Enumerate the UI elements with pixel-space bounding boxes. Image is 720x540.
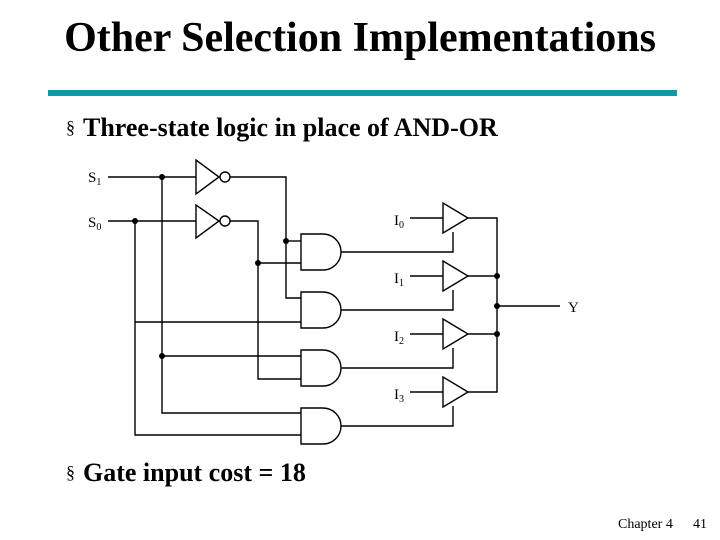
label-i2: $I_2$: [394, 329, 404, 347]
label-s1: $S_1$: [88, 170, 102, 188]
label-i1: $I_1$: [394, 271, 404, 289]
inverter-s1-bubble: [220, 172, 230, 182]
label-s0: $S_0$: [88, 215, 102, 233]
and-gate-0: [301, 234, 341, 270]
tristate-buffer-2: [443, 319, 468, 349]
label-y: Y: [568, 300, 579, 316]
footer-chapter: Chapter 4: [618, 517, 673, 532]
and-gate-1: [301, 292, 341, 328]
and-gate-3: [301, 408, 341, 444]
tristate-buffer-3: [443, 377, 468, 407]
slide-title: Other Selection Implementations: [64, 15, 656, 61]
and-gate-2: [301, 350, 341, 386]
bullet-marker: §: [66, 462, 75, 482]
inverter-s0: [196, 205, 219, 238]
label-i0: $I_0$: [394, 213, 404, 231]
footer-page-number: 41: [693, 517, 707, 532]
tristate-buffer-0: [443, 203, 468, 233]
tristate-buffer-1: [443, 261, 468, 291]
inverter-s0-bubble: [220, 216, 230, 226]
bullet-text: Three-state logic in place of AND-OR: [83, 113, 498, 142]
inverter-s1: [196, 160, 219, 194]
bullet-gate-cost: [66, 458, 306, 488]
bullet-marker: §: [66, 117, 75, 137]
bullet-text: Gate input cost = 18: [83, 458, 306, 487]
label-i3: $I_3$: [394, 387, 404, 405]
